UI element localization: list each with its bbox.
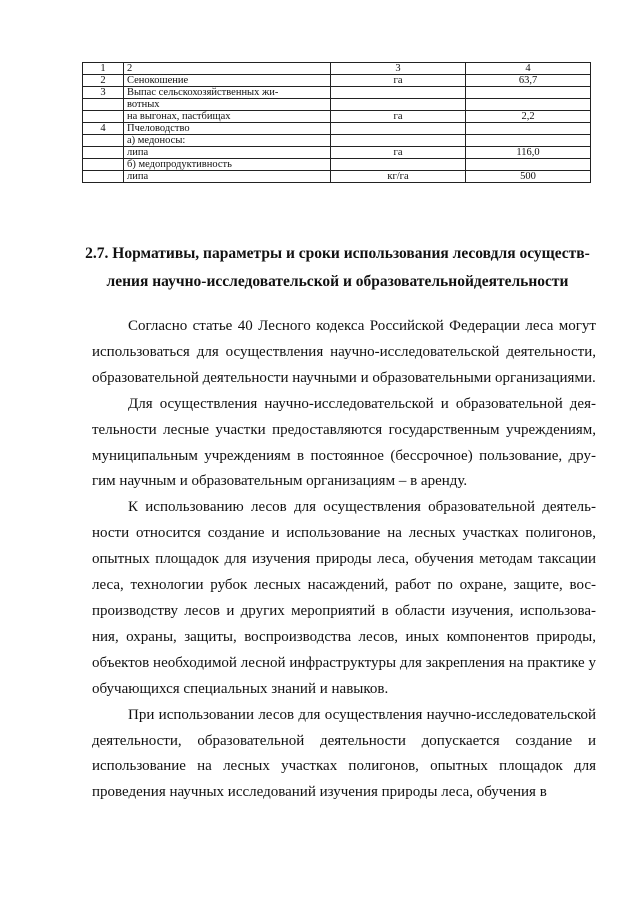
section-heading <box>80 240 595 296</box>
table-cell <box>331 87 466 99</box>
table-cell: липа <box>124 171 331 183</box>
table-row <box>83 159 591 171</box>
table-cell: 2,2 <box>466 111 591 123</box>
table-cell <box>83 159 124 171</box>
table-cell <box>331 159 466 171</box>
table-cell: 63,7 <box>466 75 591 87</box>
table-cell <box>466 87 591 99</box>
table-body <box>83 63 591 183</box>
table-cell: 1 <box>83 63 124 75</box>
table-row <box>83 87 591 99</box>
table-cell <box>331 135 466 147</box>
table-cell <box>83 111 124 123</box>
table-cell <box>331 99 466 111</box>
table-row <box>83 123 591 135</box>
table-cell: 3 <box>331 63 466 75</box>
table-cell: 2 <box>83 75 124 87</box>
table-cell <box>466 135 591 147</box>
table-cell: га <box>331 111 466 123</box>
table-row <box>83 99 591 111</box>
table-cell: 116,0 <box>466 147 591 159</box>
table-cell: б) медопродуктивность <box>124 159 331 171</box>
table-row <box>83 171 591 183</box>
paragraph: При использовании лесов для осуществления научно-исследовательской деятельности, образовательной деятельности допускается создание и использование на лесных участках полигонов, опытных площадок для проведения научных исследований изучения природы леса, обучения в <box>92 706 596 801</box>
paragraph: К использованию лесов для осуществления образовательной деятельности относится создание и использование на лесных участках полигонов, опытных площадок для изучения природы леса, обучения методам таксации леса, технологии рубок лесных насаждений, работ по охране, защите, воспроизводству лесов и других мероприятий в области изучения, использования, охраны, защиты, воспроизводства лесов, иных компонентов природы, объектов необходимой лесной инфраструктуры для закрепления на практике у обучающихся специальных знаний и навыков. <box>92 499 596 697</box>
table-cell <box>83 99 124 111</box>
table-cell: га <box>331 75 466 87</box>
table-cell: Пчеловодство <box>124 123 331 135</box>
table-cell <box>83 135 124 147</box>
table-cell: 4 <box>83 123 124 135</box>
table-cell <box>331 123 466 135</box>
table-cell: Выпас сельскохозяйственных жи- <box>124 87 331 99</box>
table-cell <box>83 147 124 159</box>
table-cell <box>466 123 591 135</box>
table-row <box>83 135 591 147</box>
table-cell <box>83 171 124 183</box>
table-cell <box>466 159 591 171</box>
table-cell: а) медоносы: <box>124 135 331 147</box>
table-cell: вотных <box>124 99 331 111</box>
table-cell: га <box>331 147 466 159</box>
section-heading-line-1: 2.7. Нормативы, параметры и сроки использования лесовдля осуществ- <box>85 245 590 262</box>
table-cell: 500 <box>466 171 591 183</box>
table-row <box>83 75 591 87</box>
table-cell: 4 <box>466 63 591 75</box>
paragraph: Для осуществления научно-исследовательской и образовательной деятельности лесные участки предоставляются государственным учреждениям, муниципальным учреждениям в постоянное (бессрочное) пользование, другим научным и образовательным организациям – в аренду. <box>92 395 596 490</box>
table-cell: 2 <box>124 63 331 75</box>
table-row <box>83 63 591 75</box>
table-row <box>83 111 591 123</box>
table-cell: кг/га <box>331 171 466 183</box>
norms-table <box>82 62 591 183</box>
table-cell: Сенокошение <box>124 75 331 87</box>
section-heading-line-2: ления научно-исследовательской и образовательнойдеятельности <box>106 273 569 290</box>
table-cell <box>466 99 591 111</box>
table-row <box>83 147 591 159</box>
table-cell: липа <box>124 147 331 159</box>
body-text <box>92 314 596 806</box>
paragraph: Согласно статье 40 Лесного кодекса Российской Федерации леса могут использоваться для осуществления научно-исследовательской деятельности, образовательной деятельности научными и образовательными организациями. <box>92 318 596 386</box>
table-cell: на выгонах, пастбищах <box>124 111 331 123</box>
table-cell: 3 <box>83 87 124 99</box>
